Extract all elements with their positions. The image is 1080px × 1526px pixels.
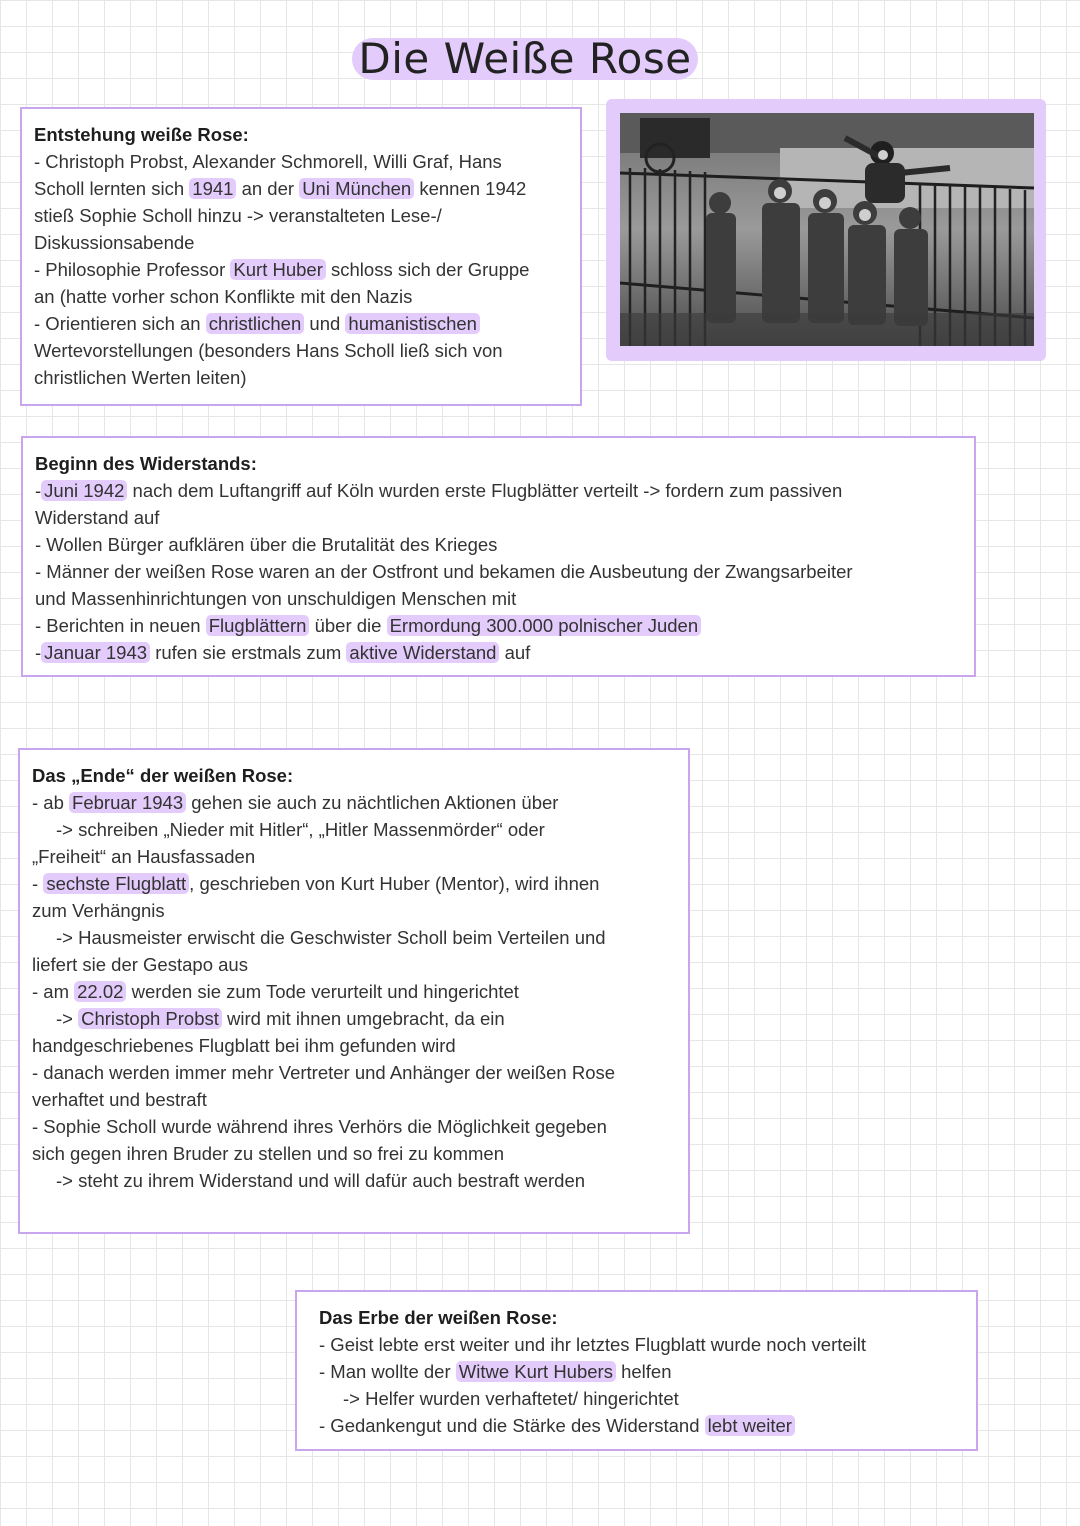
text-line: sich gegen ihren Bruder zu stellen und so frei zu kommen	[32, 1143, 505, 1164]
highlight: aktive Widerstand	[346, 642, 499, 663]
highlight: 22.02	[74, 981, 126, 1002]
text-line: Widerstand auf	[35, 507, 160, 528]
text-line: - Geist lebte erst weiter und ihr letztes Flugblatt wurde noch verteilt	[319, 1334, 867, 1355]
text-line: -> Hausmeister erwischt die Geschwister Scholl beim Verteilen und	[56, 927, 606, 948]
text-line: „Freiheit“ an Hausfassaden	[32, 846, 256, 867]
highlight: Juni 1942	[41, 480, 127, 501]
text-line: - Januar 1943 rufen sie erstmals zum aktive Widerstand auf	[35, 642, 531, 663]
text-line: handgeschriebenes Flugblatt bei ihm gefunden wird	[32, 1035, 456, 1056]
highlight: humanistischen	[345, 313, 480, 334]
text-line: zum Verhängnis	[32, 900, 165, 921]
text-line: und Massenhinrichtungen von unschuldigen Menschen mit	[35, 588, 517, 609]
text-line: verhaftet und bestraft	[32, 1089, 207, 1110]
highlight: Ermordung 300.000 polnischer Juden	[387, 615, 702, 636]
text-line: christlichen Werten leiten)	[34, 367, 247, 388]
highlight: Kurt Huber	[230, 259, 325, 280]
highlight: Christoph Probst	[78, 1008, 222, 1029]
section-heading: Das „Ende“ der weißen Rose:	[32, 765, 294, 786]
section-ende	[18, 748, 690, 1234]
text-line: - danach werden immer mehr Vertreter und Anhänger der weißen Rose	[32, 1062, 616, 1083]
text-line: - Sophie Scholl wurde während ihres Verhörs die Möglichkeit gegeben	[32, 1116, 607, 1137]
text-line: stieß Sophie Scholl hinzu -> veranstalteten Lese-/	[34, 205, 442, 226]
highlight: Januar 1943	[41, 642, 150, 663]
text-line: - Orientieren sich an christlichen und humanistischen	[34, 310, 572, 337]
section-heading: Beginn des Widerstands:	[35, 453, 257, 474]
highlight: lebt weiter	[705, 1415, 795, 1436]
text-line: - Wollen Bürger aufklären über die Brutalität des Krieges	[35, 534, 498, 555]
text-line: - Gedankengut und die Stärke des Widerstand lebt weiter	[319, 1412, 968, 1439]
text-line: -> schreiben „Nieder mit Hitler“, „Hitler Massenmörder“ oder	[56, 819, 545, 840]
highlight: christlichen	[206, 313, 305, 334]
text-line: - sechste Flugblatt , geschrieben von Kurt Huber (Mentor), wird ihnen	[32, 873, 600, 894]
section-entstehung	[20, 107, 582, 406]
text-line: an (hatte vorher schon Konflikte mit den Nazis	[34, 286, 413, 307]
text-line: liefert sie der Gestapo aus	[32, 954, 248, 975]
text-line: - Christoph Probst, Alexander Schmorell, Willi Graf, Hans	[34, 151, 502, 172]
text-line: - Philosophie Professor Kurt Huber schloss sich der Gruppe	[34, 259, 530, 280]
section-erbe	[295, 1290, 978, 1451]
text-line: - Männer der weißen Rose waren an der Ostfront und bekamen die Ausbeutung der Zwangsarbeiter	[35, 561, 853, 582]
text-line: - Juni 1942 nach dem Luftangriff auf Köln wurden erste Flugblätter verteilt -> fordern zum passiven	[35, 480, 843, 501]
text-line: Diskussionsabende	[34, 232, 195, 253]
highlight: Witwe Kurt Hubers	[456, 1361, 616, 1382]
text-line: Wertevorstellungen (besonders Hans Scholl ließ sich von	[34, 340, 503, 361]
historical-photo	[620, 113, 1034, 346]
text-line: - ab Februar 1943 gehen sie auch zu nächtlichen Aktionen über	[32, 792, 559, 813]
text-line: Scholl lernten sich 1941 an der Uni München kennen 1942	[34, 178, 527, 199]
page-title: Die Weiße Rose	[358, 34, 692, 83]
text-line: - Man wollte der Witwe Kurt Hubers helfen	[319, 1361, 672, 1382]
text-line: - Berichten in neuen Flugblättern über die Ermordung 300.000 polnischer Juden	[35, 612, 966, 639]
text-line: -> Christoph Probst wird mit ihnen umgebracht, da ein	[56, 1008, 505, 1029]
section-beginn	[21, 436, 976, 677]
highlight: 1941	[189, 178, 236, 199]
text-line: -> steht zu ihrem Widerstand und will dafür auch bestraft werden	[56, 1170, 586, 1191]
section-heading: Entstehung weiße Rose:	[34, 124, 249, 145]
highlight: Februar 1943	[69, 792, 186, 813]
photo-soldiers-at-fence-icon	[620, 113, 1034, 346]
text-line: -> Helfer wurden verhaftetet/ hingerichtet	[343, 1388, 679, 1409]
section-heading: Das Erbe der weißen Rose:	[319, 1307, 558, 1328]
highlight: Flugblättern	[206, 615, 310, 636]
highlight: sechste Flugblatt	[43, 873, 189, 894]
text-line: - am 22.02 werden sie zum Tode verurteilt und hingerichtet	[32, 981, 519, 1002]
highlight: Uni München	[299, 178, 414, 199]
